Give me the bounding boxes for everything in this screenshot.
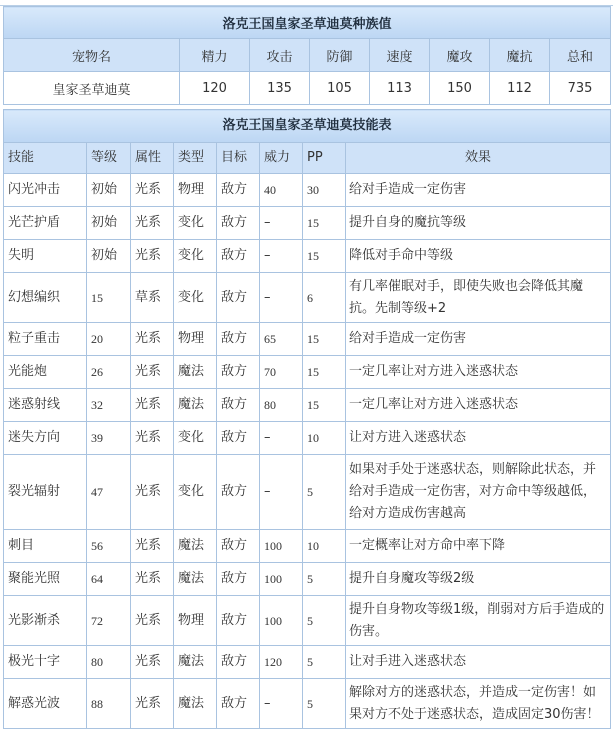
stat-value: 135 (250, 72, 310, 105)
skill-pp: 5 (303, 679, 346, 729)
skill-type: 变化 (174, 207, 217, 240)
skills-header-row (4, 143, 611, 174)
skill-effect: 给对手造成一定伤害 (346, 174, 611, 207)
skill-element: 草系 (131, 273, 174, 323)
skill-pp: 5 (303, 455, 346, 530)
skill-element: 光系 (131, 422, 174, 455)
skill-level: 26 (87, 356, 131, 389)
skill-row (4, 530, 611, 563)
skill-power: 40 (260, 174, 303, 207)
stat-value: 105 (310, 72, 370, 105)
skill-row (4, 646, 611, 679)
skill-name: 解惑光波 (4, 679, 87, 729)
skill-type: 变化 (174, 422, 217, 455)
skill-target: 敌方 (217, 646, 260, 679)
header-cell: 防御 (310, 39, 370, 72)
stat-value: 112 (490, 72, 550, 105)
header-cell: PP (303, 143, 346, 174)
header-cell: 类型 (174, 143, 217, 174)
header-cell: 威力 (260, 143, 303, 174)
skill-pp: 15 (303, 389, 346, 422)
header-cell: 精力 (180, 39, 250, 72)
skill-effect: 解除对方的迷惑状态，并造成一定伤害！如果对方不处于迷惑状态，造成固定30伤害！ (346, 679, 611, 729)
skill-level: 64 (87, 563, 131, 596)
stat-value: 120 (180, 72, 250, 105)
skill-pp: 5 (303, 563, 346, 596)
skill-effect: 如果对手处于迷惑状态，则解除此状态，并给对手造成一定伤害，对方命中等级越低，给对方造成伤害越高 (346, 455, 611, 530)
skill-name: 迷惑射线 (4, 389, 87, 422)
skill-effect: 给对手造成一定伤害 (346, 323, 611, 356)
skill-power: 100 (260, 530, 303, 563)
skill-pp: 10 (303, 422, 346, 455)
skill-type: 魔法 (174, 646, 217, 679)
skill-row (4, 323, 611, 356)
stat-total: 735 (550, 72, 611, 105)
skill-effect: 一定概率让对方命中率下降 (346, 530, 611, 563)
skill-pp: 15 (303, 240, 346, 273)
skill-type: 变化 (174, 240, 217, 273)
skill-pp: 15 (303, 207, 346, 240)
skill-name: 光芒护盾 (4, 207, 87, 240)
skill-effect: 降低对手命中等级 (346, 240, 611, 273)
skill-power: 100 (260, 563, 303, 596)
skill-pp: 10 (303, 530, 346, 563)
header-cell: 宠物名 (4, 39, 180, 72)
skill-target: 敌方 (217, 679, 260, 729)
skill-type: 魔法 (174, 356, 217, 389)
skill-level: 20 (87, 323, 131, 356)
header-cell: 魔抗 (490, 39, 550, 72)
skill-element: 光系 (131, 530, 174, 563)
skill-effect: 一定几率让对方进入迷惑状态 (346, 389, 611, 422)
stats-data-row (4, 72, 611, 105)
skill-effect: 让对手进入迷惑状态 (346, 646, 611, 679)
stats-header-row (4, 39, 611, 72)
skill-level: 32 (87, 389, 131, 422)
skill-name: 幻想编织 (4, 273, 87, 323)
header-cell: 属性 (131, 143, 174, 174)
skill-name: 刺目 (4, 530, 87, 563)
skill-effect: 让对方进入迷惑状态 (346, 422, 611, 455)
skill-effect: 提升自身的魔抗等级 (346, 207, 611, 240)
skill-level: 56 (87, 530, 131, 563)
skill-name: 极光十字 (4, 646, 87, 679)
skill-target: 敌方 (217, 563, 260, 596)
skill-row (4, 679, 611, 729)
skill-level: 39 (87, 422, 131, 455)
skill-power: – (260, 273, 303, 323)
skill-row (4, 273, 611, 323)
skill-element: 光系 (131, 240, 174, 273)
skill-target: 敌方 (217, 596, 260, 646)
skill-row (4, 563, 611, 596)
skill-power: – (260, 422, 303, 455)
skill-level: 15 (87, 273, 131, 323)
skill-effect: 一定几率让对方进入迷惑状态 (346, 356, 611, 389)
skills-table-title: 洛克王国皇家圣草迪莫技能表 (4, 110, 611, 143)
skill-level: 初始 (87, 207, 131, 240)
skill-pp: 15 (303, 323, 346, 356)
skill-target: 敌方 (217, 389, 260, 422)
skill-type: 魔法 (174, 389, 217, 422)
skill-pp: 5 (303, 596, 346, 646)
skill-target: 敌方 (217, 207, 260, 240)
skill-target: 敌方 (217, 273, 260, 323)
skill-row (4, 356, 611, 389)
skill-level: 初始 (87, 240, 131, 273)
header-cell: 技能 (4, 143, 87, 174)
skill-type: 变化 (174, 455, 217, 530)
skill-type: 魔法 (174, 679, 217, 729)
skill-power: – (260, 240, 303, 273)
skill-power: 100 (260, 596, 303, 646)
skill-name: 光影渐杀 (4, 596, 87, 646)
skill-level: 88 (87, 679, 131, 729)
header-cell: 等级 (87, 143, 131, 174)
skill-row (4, 174, 611, 207)
skill-element: 光系 (131, 563, 174, 596)
skill-target: 敌方 (217, 530, 260, 563)
stats-table-title: 洛克王国皇家圣草迪莫种族值 (4, 7, 611, 39)
skill-row (4, 596, 611, 646)
skill-effect: 有几率催眠对手，即使失败也会降低其魔抗。先制等级+2 (346, 273, 611, 323)
skill-type: 魔法 (174, 530, 217, 563)
skill-row (4, 455, 611, 530)
skill-row (4, 422, 611, 455)
skill-power: 70 (260, 356, 303, 389)
skill-type: 物理 (174, 174, 217, 207)
header-cell: 速度 (370, 39, 430, 72)
stats-table (3, 6, 611, 105)
skill-row (4, 389, 611, 422)
skill-name: 聚能光照 (4, 563, 87, 596)
skill-name: 光能炮 (4, 356, 87, 389)
skill-level: 47 (87, 455, 131, 530)
skill-name: 闪光冲击 (4, 174, 87, 207)
skill-effect: 提升自身魔攻等级2级 (346, 563, 611, 596)
stat-value: 113 (370, 72, 430, 105)
skill-row (4, 207, 611, 240)
header-cell: 魔攻 (430, 39, 490, 72)
skill-power: – (260, 207, 303, 240)
header-cell: 攻击 (250, 39, 310, 72)
skill-power: – (260, 679, 303, 729)
skill-name: 裂光辐射 (4, 455, 87, 530)
header-cell: 目标 (217, 143, 260, 174)
skill-type: 物理 (174, 596, 217, 646)
skill-element: 光系 (131, 596, 174, 646)
skill-type: 变化 (174, 273, 217, 323)
skill-pp: 30 (303, 174, 346, 207)
skill-pp: 15 (303, 356, 346, 389)
header-cell: 效果 (346, 143, 611, 174)
skill-target: 敌方 (217, 356, 260, 389)
skill-level: 80 (87, 646, 131, 679)
skills-table (3, 109, 611, 729)
skill-effect: 提升自身物攻等级1级，削弱对方后手造成的伤害。 (346, 596, 611, 646)
skill-element: 光系 (131, 356, 174, 389)
skill-power: – (260, 455, 303, 530)
skill-power: 65 (260, 323, 303, 356)
skill-element: 光系 (131, 455, 174, 530)
skill-element: 光系 (131, 679, 174, 729)
skill-power: 80 (260, 389, 303, 422)
pet-name-cell: 皇家圣草迪莫 (4, 72, 180, 105)
header-cell: 总和 (550, 39, 611, 72)
skill-name: 失明 (4, 240, 87, 273)
skill-target: 敌方 (217, 455, 260, 530)
skill-name: 迷失方向 (4, 422, 87, 455)
skill-element: 光系 (131, 323, 174, 356)
skill-element: 光系 (131, 174, 174, 207)
skill-power: 120 (260, 646, 303, 679)
skill-level: 72 (87, 596, 131, 646)
skill-type: 魔法 (174, 563, 217, 596)
skill-element: 光系 (131, 646, 174, 679)
skill-type: 物理 (174, 323, 217, 356)
skill-element: 光系 (131, 207, 174, 240)
skill-target: 敌方 (217, 422, 260, 455)
skill-target: 敌方 (217, 174, 260, 207)
skill-pp: 6 (303, 273, 346, 323)
skill-pp: 5 (303, 646, 346, 679)
stat-value: 150 (430, 72, 490, 105)
skill-target: 敌方 (217, 323, 260, 356)
skill-target: 敌方 (217, 240, 260, 273)
skill-level: 初始 (87, 174, 131, 207)
skill-element: 光系 (131, 389, 174, 422)
skill-row (4, 240, 611, 273)
skill-name: 粒子重击 (4, 323, 87, 356)
